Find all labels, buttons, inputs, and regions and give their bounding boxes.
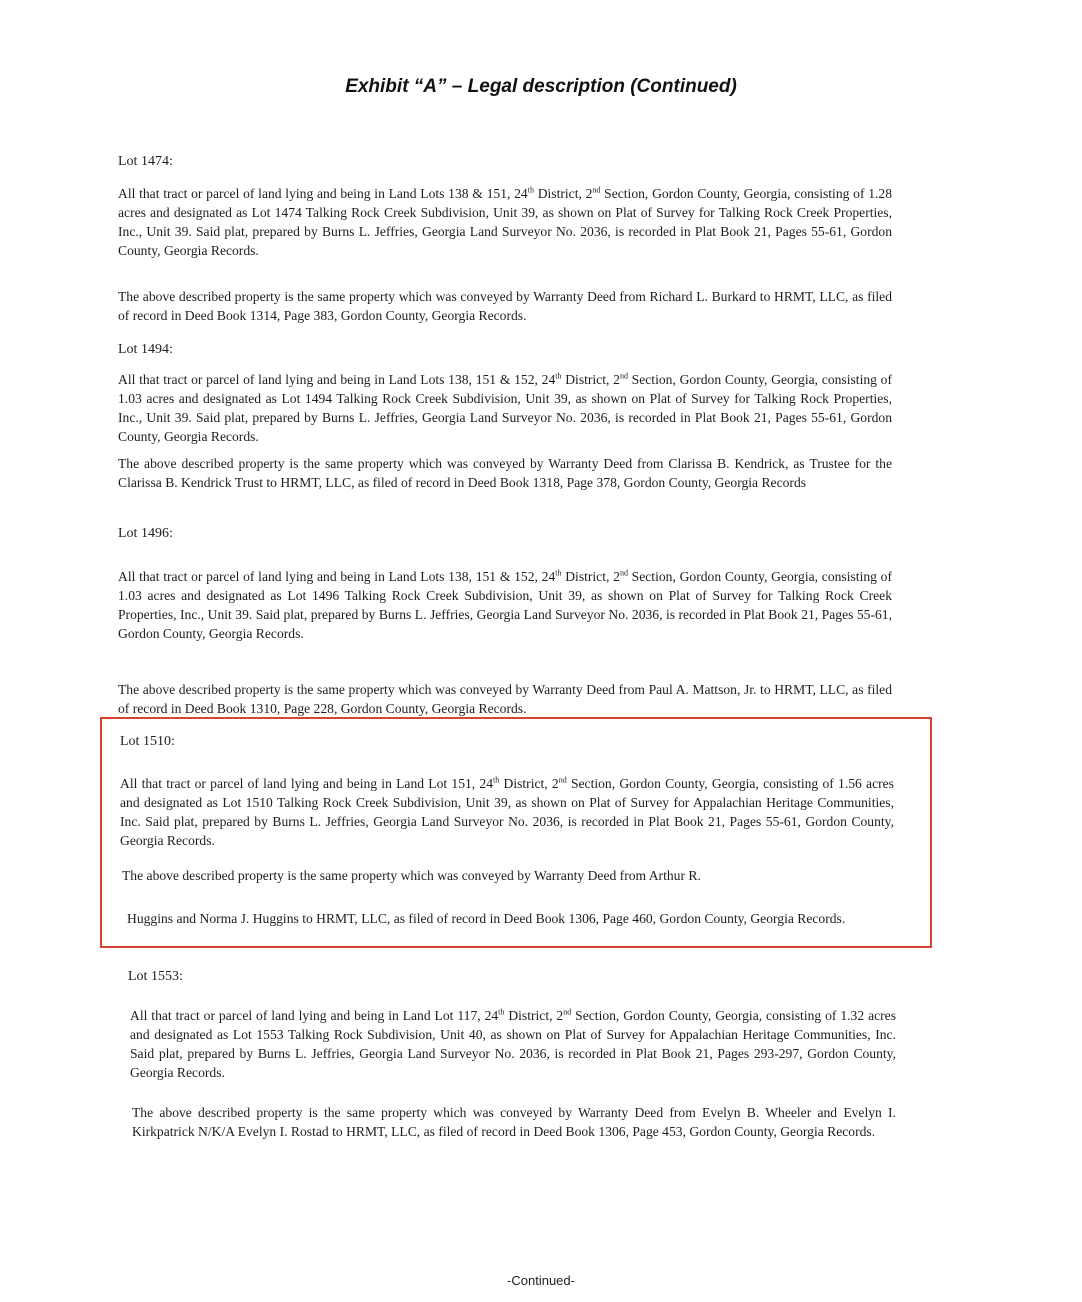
lot-1474-conveyance: The above described property is the same property which was conveyed by Warranty Deed from Richard L. Burkard to HRMT, LLC, as filed of record in Deed Book 1314, Page 383, Gordon County, Georgia Records. (118, 289, 892, 323)
page-footer: -Continued- (507, 1273, 575, 1288)
lot-1494-description: All that tract or parcel of land lying and being in Land Lots 138, 151 & 152, 24th District, 2nd Section, Gordon County, Georgia, consisting of 1.03 acres and designated as Lot 1494 Talking Rock Creek Subdivision, Unit 39, as shown on Plat of Survey for Talking Rock Properties, Inc., Unit 39. Said plat, prepared by Burns L. Jeffries, Georgia Land Surveyor No. 2036, is recorded in Plat Book 21, Pages 55-61, Gordon County, Georgia Records. (118, 371, 892, 444)
lot-1494-conveyance: The above described property is the same property which was conveyed by Warranty Deed from Clarissa B. Kendrick, as Trustee for the Clarissa B. Kendrick Trust to HRMT, LLC, as filed of record in Deed Book 1318, Page 378, Gordon County, Georgia Records (118, 456, 892, 490)
lot-label-1553: Lot 1553: (128, 969, 183, 984)
lot-label-1494: Lot 1494: (118, 342, 173, 357)
lot-1553-description: All that tract or parcel of land lying and being in Land Lot 117, 24th District, 2nd Section, Gordon County, Georgia, consisting of 1.32 acres and designated as Lot 1553 Talking Rock Subdivision, Unit 40, as shown on Plat of Survey for Appalachian Heritage Communities, Inc. Said plat, prepared by Burns L. Jeffries, Georgia Land Surveyor No. 2036, is recorded in Plat Book 21, Pages 293-297, Gordon County, Georgia Records. (130, 1007, 896, 1080)
lot-1510-conveyance-line1: The above described property is the same property which was conveyed by Warranty Deed from Arthur R. (122, 868, 701, 883)
lot-label-1510: Lot 1510: (120, 734, 175, 749)
lot-1510-description: All that tract or parcel of land lying and being in Land Lot 151, 24th District, 2nd Section, Gordon County, Georgia, consisting of 1.56 acres and designated as Lot 1510 Talking Rock Creek Subdivision, Unit 39, as shown on Plat of Survey for Appalachian Heritage Communities, Inc. Said plat, prepared by Burns L. Jeffries, Georgia Land Surveyor No. 2036, is recorded in Plat Book 21, Pages 55-61, Gordon County, Georgia Records. (120, 775, 894, 848)
lot-label-1474: Lot 1474: (118, 154, 173, 169)
lot-1510-conveyance-line2: Huggins and Norma J. Huggins to HRMT, LLC, as filed of record in Deed Book 1306, Page 460, Gordon County, Georgia Records. (127, 911, 846, 926)
lot-1474-description: All that tract or parcel of land lying and being in Land Lots 138 & 151, 24th District, 2nd Section, Gordon County, Georgia, consisting of 1.28 acres and designated as Lot 1474 Talking Rock Creek Subdivision, Unit 39, as shown on Plat of Survey for Talking Rock Creek Properties, Inc., Unit 39. Said plat, prepared by Burns L. Jeffries, Georgia Land Surveyor No. 2036, is recorded in Plat Book 21, Pages 55-61, Gordon County, Georgia Records. (118, 185, 893, 258)
lot-1496-description: All that tract or parcel of land lying and being in Land Lots 138, 151 & 152, 24th District, 2nd Section, Gordon County, Georgia, consisting of 1.03 acres and designated as Lot 1496 Talking Rock Creek Subdivision, Unit 39, as shown on Plat of Survey for Talking Rock Creek Properties, Inc., Unit 39. Said plat, prepared by Burns L. Jeffries, Georgia Land Surveyor No. 2036, is recorded in Plat Book 21, Pages 55-61, Gordon County, Georgia Records. (118, 568, 892, 641)
lot-label-1496: Lot 1496: (118, 526, 173, 541)
lot-1553-conveyance: The above described property is the same property which was conveyed by Warranty Deed from Evelyn B. Wheeler and Evelyn I. Kirkpatrick N/K/A Evelyn I. Rostad to HRMT, LLC, as filed of record in Deed Book 1306, Page 453, Gordon County, Georgia Records. (132, 1105, 896, 1139)
page-title: Exhibit “A” – Legal description (Continued) (345, 76, 737, 97)
lot-1496-conveyance: The above described property is the same property which was conveyed by Warranty Deed from Paul A. Mattson, Jr. to HRMT, LLC, as filed of record in Deed Book 1310, Page 228, Gordon County, Georgia Records. (118, 682, 892, 716)
